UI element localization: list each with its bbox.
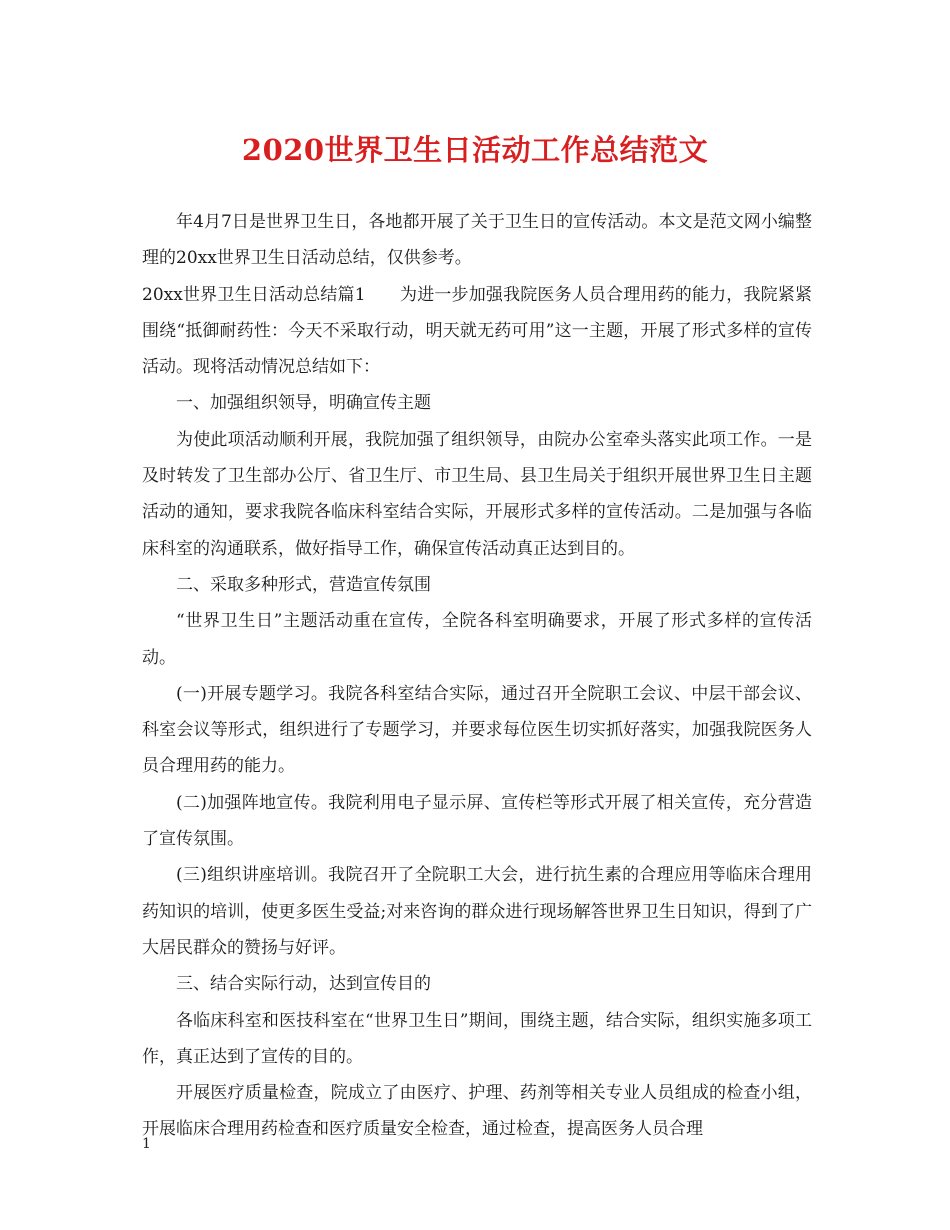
section-heading-2: 二、采取多种形式，营造宣传氛围 bbox=[176, 574, 431, 595]
paragraph-summary-header: 20xx世界卫生日活动总结篇1 为进一步加强我院医务人员合理用药的能力，我院紧紧围绕“抵御耐药性：今天不采取行动，明天就无药可用”这一主题，开展了形式多样的宣传活动。现将活动情况总结如下： bbox=[142, 284, 812, 378]
section-heading-3: 三、结合实际行动，达到宣传目的 bbox=[176, 974, 431, 995]
document-title: 2020世界卫生日活动工作总结范文 bbox=[241, 133, 709, 167]
paragraph-section-3: 各临床科室和医技科室在“世界卫生日”期间，围绕主题，结合实际，组织实施多项工作，真正达到了宣传的目的。 bbox=[142, 1010, 812, 1067]
paragraph-item-3: (三)组织讲座培训。我院召开了全院职工大会，进行抗生素的合理应用等临床合理用药知识的培训，使更多医生受益;对来咨询的群众进行现场解答世界卫生日知识，得到了广大居民群众的赞扬与好评。 bbox=[142, 865, 812, 958]
paragraph-section-1: 为使此项活动顺利开展，我院加强了组织领导，由院办公室牵头落实此项工作。一是及时转发了卫生部办公厅、省卫生厅、市卫生局、县卫生局关于组织开展世界卫生日主题活动的通知，要求我院各临床科室结合实际，开展形式多样的宣传活动。二是加强与各临床科室的沟通联系，做好指导工作，确保宣传活动真正达到目的。 bbox=[142, 429, 812, 559]
paragraph-section-2: “世界卫生日”主题活动重在宣传，全院各科室明确要求，开展了形式多样的宣传活动。 bbox=[142, 611, 812, 668]
paragraph-item-1: (一)开展专题学习。我院各科室结合实际，通过召开全院职工会议、中层干部会议、科室会议等形式，组织进行了专题学习，并要求每位医生切实抓好落实，加强我院医务人员合理用药的能力。 bbox=[142, 683, 812, 777]
page-number: 1 bbox=[142, 1136, 151, 1152]
paragraph-item-2: (二)加强阵地宣传。我院利用电子显示屏、宣传栏等形式开展了相关宣传，充分营造了宣传氛围。 bbox=[142, 792, 812, 850]
paragraph-quality-check: 开展医疗质量检查，院成立了由医疗、护理、药剂等相关专业人员组成的检查小组，开展临床合理用药检查和医疗质量安全检查，通过检查，提高医务人员合理 bbox=[142, 1083, 812, 1140]
document-body bbox=[142, 204, 812, 1148]
paragraph-intro: 年4月7日是世界卫生日，各地都开展了关于卫生日的宣传活动。本文是范文网小编整理的20xx世界卫生日活动总结，仅供参考。 bbox=[142, 212, 812, 269]
section-heading-1: 一、加强组织领导，明确宣传主题 bbox=[176, 393, 431, 414]
